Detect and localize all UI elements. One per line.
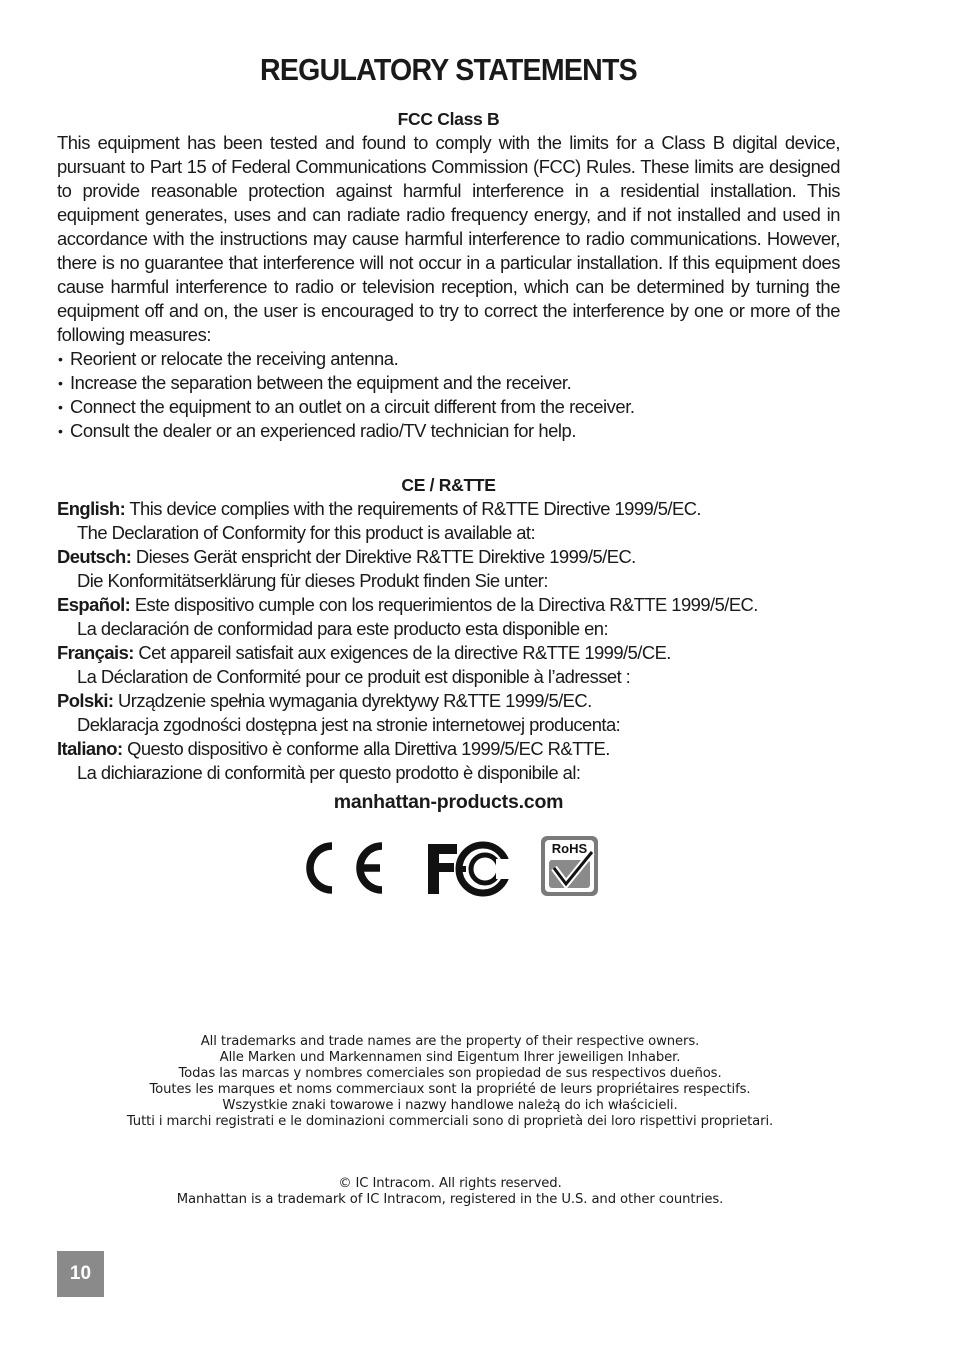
lang-francais <box>57 641 840 665</box>
trademark-line: Wszystkie znaki towarowe i nazwy handlowe należą do ich właścicieli. <box>222 1098 678 1113</box>
lang-statement: Urządzenie spełnia wymagania dyrektywy R&TTE 1999/5/EC. <box>118 690 592 711</box>
certification-logos <box>300 834 600 898</box>
fcc-section <box>57 107 840 443</box>
ce-section <box>57 473 840 785</box>
lang-statement: Este dispositivo cumple con los requerimientos de la Directiva R&TTE 1999/5/EC. <box>134 594 758 615</box>
list-item: • Reorient or relocate the receiving antenna. <box>57 347 840 371</box>
copyright-notice <box>0 1176 900 1208</box>
ce-mark-icon <box>310 846 382 890</box>
trademark-line: Todas las marcas y nombres comerciales son propiedad de sus respectivos dueños. <box>178 1066 722 1081</box>
lang-espanol <box>57 593 840 617</box>
list-item: • Consult the dealer or an experienced radio/TV technician for help. <box>57 419 840 443</box>
lang-label: Français: <box>57 642 134 663</box>
list-item: • Connect the equipment to an outlet on a circuit different from the receiver. <box>57 395 840 419</box>
lang-statement: Questo dispositivo è conforme alla Direttiva 1999/5/EC R&TTE. <box>127 738 610 759</box>
lang-label: Deutsch: <box>57 546 132 567</box>
lang-polski <box>57 689 840 713</box>
page-number: 10 <box>57 1251 104 1297</box>
trademark-line: Alle Marken und Markennamen sind Eigentum Ihrer jeweiligen Inhaber. <box>219 1050 681 1065</box>
ce-heading: CE / R&TTE <box>401 475 496 495</box>
copyright-line: Manhattan is a trademark of IC Intracom, registered in the U.S. and other countries. <box>176 1192 724 1207</box>
copyright-line: © IC Intracom. All rights reserved. <box>338 1176 562 1191</box>
lang-declaration: Deklaracja zgodności dostępna jest na stronie internetowej producenta: <box>77 714 621 735</box>
lang-declaration: The Declaration of Conformity for this product is available at: <box>77 522 536 543</box>
rohs-mark-icon <box>541 836 598 896</box>
fcc-measures-list <box>57 347 840 443</box>
lang-english <box>57 497 840 521</box>
lang-statement: Cet appareil satisfait aux exigences de la directive R&TTE 1999/5/CE. <box>138 642 671 663</box>
trademark-line: Toutes les marques et noms commerciaux sont la propriété de leurs propriétaires respectifs. <box>149 1082 751 1097</box>
trademark-line: All trademarks and trade names are the property of their respective owners. <box>200 1034 700 1049</box>
lang-italiano <box>57 737 840 761</box>
fcc-paragraph: This equipment has been tested and found to comply with the limits for a Class B digital device, pursuant to Part 15 of Federal Communications Commission (FCC) Rules. These limits are designed to provide reasonable protection against harmful interference in a residential installation. This equipment generates, uses and can radiate radio frequency energy, and if not installed and used in accordance with the instructions may cause harmful interference to radio communications. However, there is no guarantee that interference will not occur in a particular installation. If this equipment does cause harmful interference to radio or television reception, which can be determined by turning the equipment off and on, the user is encouraged to try to correct the interference by one or more of the following measures: <box>57 132 840 345</box>
website-link[interactable]: manhattan-products.com <box>333 791 564 813</box>
lang-declaration: La dichiarazione di conformità per questo prodotto è disponibile al: <box>77 762 581 783</box>
rohs-label: RoHS <box>551 841 588 856</box>
lang-label: Polski: <box>57 690 114 711</box>
lang-declaration: Die Konformitätserklärung für dieses Produkt finden Sie unter: <box>77 570 548 591</box>
lang-statement: This device complies with the requirements of R&TTE Directive 1999/5/EC. <box>129 498 701 519</box>
lang-label: English: <box>57 498 126 519</box>
trademarks-notice <box>0 1034 900 1130</box>
lang-statement: Dieses Gerät enspricht der Direktive R&TTE Direktive 1999/5/EC. <box>135 546 636 567</box>
fcc-heading: FCC Class B <box>397 109 500 129</box>
page-title: REGULATORY STATEMENTS <box>260 52 637 87</box>
lang-label: Italiano: <box>57 738 123 759</box>
list-item: • Increase the separation between the equipment and the receiver. <box>57 371 840 395</box>
lang-declaration: La declaración de conformidad para este producto esta disponible en: <box>77 618 609 639</box>
lang-declaration: La Déclaration de Conformité pour ce produit est disponible à l’adresset : <box>77 666 631 687</box>
lang-label: Español: <box>57 594 131 615</box>
fcc-mark-icon <box>428 844 514 894</box>
lang-deutsch <box>57 545 840 569</box>
trademark-line: Tutti i marchi registrati e le dominazioni commerciali sono di proprietà dei loro rispettivi proprietari. <box>126 1114 774 1129</box>
